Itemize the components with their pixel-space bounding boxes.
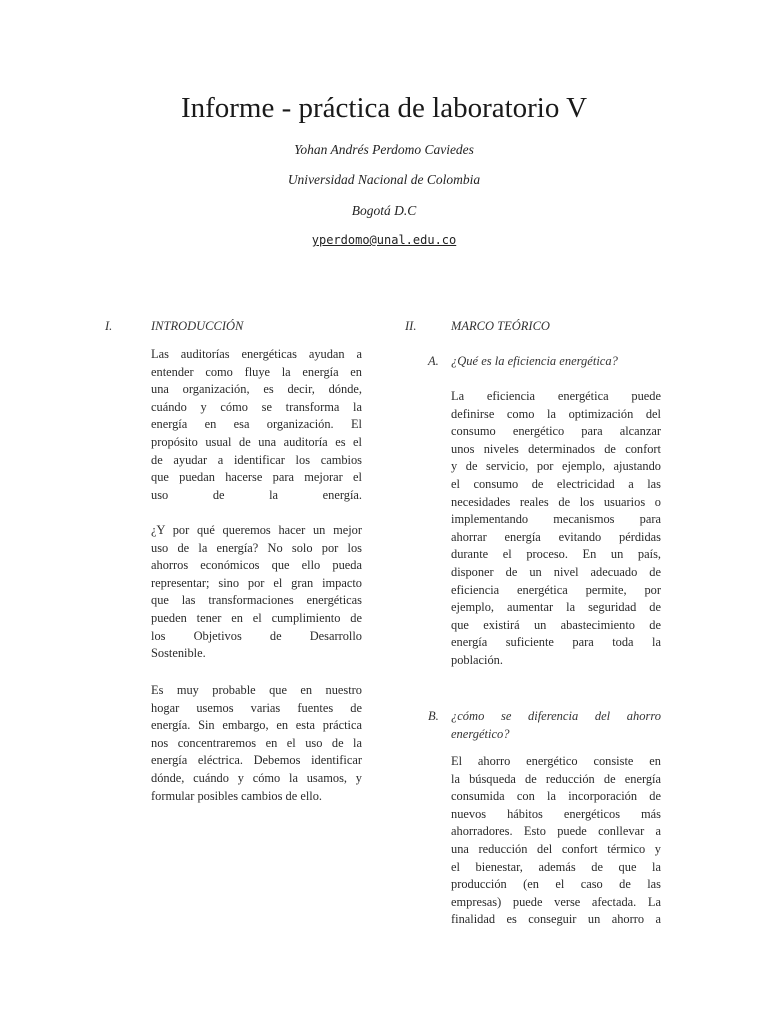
- text-line: dónde, cuándo y cómo la usamos, y: [151, 770, 362, 785]
- text-line: que existirá un abastecimiento de: [451, 617, 661, 632]
- text-line: pueden tener en el cumplimiento de: [151, 610, 362, 625]
- text-line: ahorrar energía evitando pérdidas: [451, 529, 661, 544]
- text-line: que puedan hacerse para mejorar el: [151, 470, 362, 485]
- text-line: producción (en el caso de las: [451, 877, 661, 892]
- text-line: nuevos hábitos energéticos más: [451, 806, 661, 821]
- text-line: uso de la energía.: [151, 487, 362, 502]
- text-line: consumo energético para alcanzar: [451, 424, 661, 439]
- text-line: finalidad es conseguir un ahorro a: [451, 912, 661, 927]
- text-line: ahorradores. Esto puede conllevar a: [451, 824, 661, 839]
- section-title-theory: MARCO TEÓRICO: [451, 319, 550, 333]
- text-line: definirse como la optimización del: [451, 406, 661, 421]
- text-line: empresas) puede verse afectada. La: [451, 894, 661, 909]
- text-line: una reducción del confort térmico y: [451, 841, 661, 856]
- text-line: el bienestar, además de que la: [451, 859, 661, 874]
- subsection-title-b: [451, 708, 661, 743]
- intro-paragraph-3: [151, 682, 362, 805]
- text-line: implementando mecanismos para: [451, 512, 661, 527]
- university-name: Universidad Nacional de Colombia: [287, 172, 481, 187]
- subsection-title-a: [451, 353, 661, 371]
- text-line: energía suficiente para toda la: [451, 635, 661, 650]
- section-title-intro: INTRODUCCIÓN: [151, 319, 244, 333]
- intro-paragraph-1: [151, 346, 362, 504]
- text-line: la búsqueda de reducción de energía: [451, 771, 661, 786]
- text-line: ¿Y por qué queremos hacer un mejor: [151, 523, 362, 537]
- text-line: ahorros económicos que ello pueda: [151, 558, 362, 573]
- text-line: unos niveles determinados de confort: [451, 441, 661, 456]
- subsection-letter-b: B.: [428, 709, 439, 723]
- theory-paragraph-b: [451, 753, 661, 929]
- text-line: eficiencia energética permite, por: [451, 582, 661, 597]
- text-line: representar; sino por el gran impacto: [151, 575, 362, 590]
- text-line: La eficiencia energética puede: [451, 389, 661, 403]
- text-line: uso de la energía? No solo por los: [151, 540, 362, 555]
- intro-paragraph-2: [151, 522, 362, 663]
- email-address[interactable]: [0, 232, 768, 248]
- text-line: de ayudar a identificar los cambios: [151, 452, 362, 467]
- theory-paragraph-a: [451, 388, 661, 670]
- text-line: durante el proceso. En un país,: [451, 547, 661, 562]
- text-line: consumida con la incorporación de: [451, 789, 661, 804]
- text-line: energía en esa organización. El: [151, 417, 362, 432]
- text-line: una organización, es decir, dónde,: [151, 382, 362, 397]
- section-number-theory: II.: [405, 319, 417, 333]
- section-number-intro: I.: [105, 319, 113, 333]
- text-line: energía eléctrica. Debemos identificar: [151, 753, 362, 768]
- text-line: cuándo y cómo se transforma la: [151, 399, 362, 414]
- subsection-title-line: ¿cómo se diferencia del ahorro: [451, 709, 661, 723]
- text-line: energía. Sin embargo, en esta práctica: [151, 718, 362, 733]
- text-line: Es muy probable que en nuestro: [151, 683, 362, 697]
- text-line: y de servicio, por ejemplo, ajustando: [451, 459, 661, 474]
- text-line: necesidades reales de los usuarios o: [451, 494, 661, 509]
- text-line: Sostenible.: [151, 646, 206, 661]
- text-line: el consumo de electricidad a las: [451, 476, 661, 491]
- text-line: ejemplo, aumentar la seguridad de: [451, 600, 661, 615]
- document-title: Informe - práctica de laboratorio V: [180, 92, 588, 124]
- text-line: propósito usual de una auditoría es el: [151, 434, 362, 449]
- city-name: Bogotá D.C: [351, 203, 417, 218]
- text-line: población.: [451, 652, 503, 667]
- text-line: El ahorro energético consiste en: [451, 754, 661, 768]
- subsection-title-line: ¿Qué es la eficiencia energética?: [451, 354, 618, 368]
- subsection-letter-a: A.: [428, 354, 439, 368]
- text-line: formular posibles cambios de ello.: [151, 788, 323, 803]
- text-line: nos concentraremos en el uso de la: [151, 735, 362, 750]
- text-line: Las auditorías energéticas ayudan a: [151, 347, 362, 361]
- text-line: que las transformaciones energéticas: [151, 593, 362, 608]
- email-link[interactable]: yperdomo@unal.edu.co: [311, 233, 457, 247]
- text-line: hogar usemos varias fuentes de: [151, 700, 362, 715]
- text-line: disponer de un nivel adecuado de: [451, 564, 661, 579]
- text-line: los Objetivos de Desarrollo: [151, 628, 362, 643]
- subsection-title-line: energético?: [451, 726, 510, 741]
- text-line: entender como fluye la energía en: [151, 364, 362, 379]
- author-name: Yohan Andrés Perdomo Caviedes: [294, 142, 474, 157]
